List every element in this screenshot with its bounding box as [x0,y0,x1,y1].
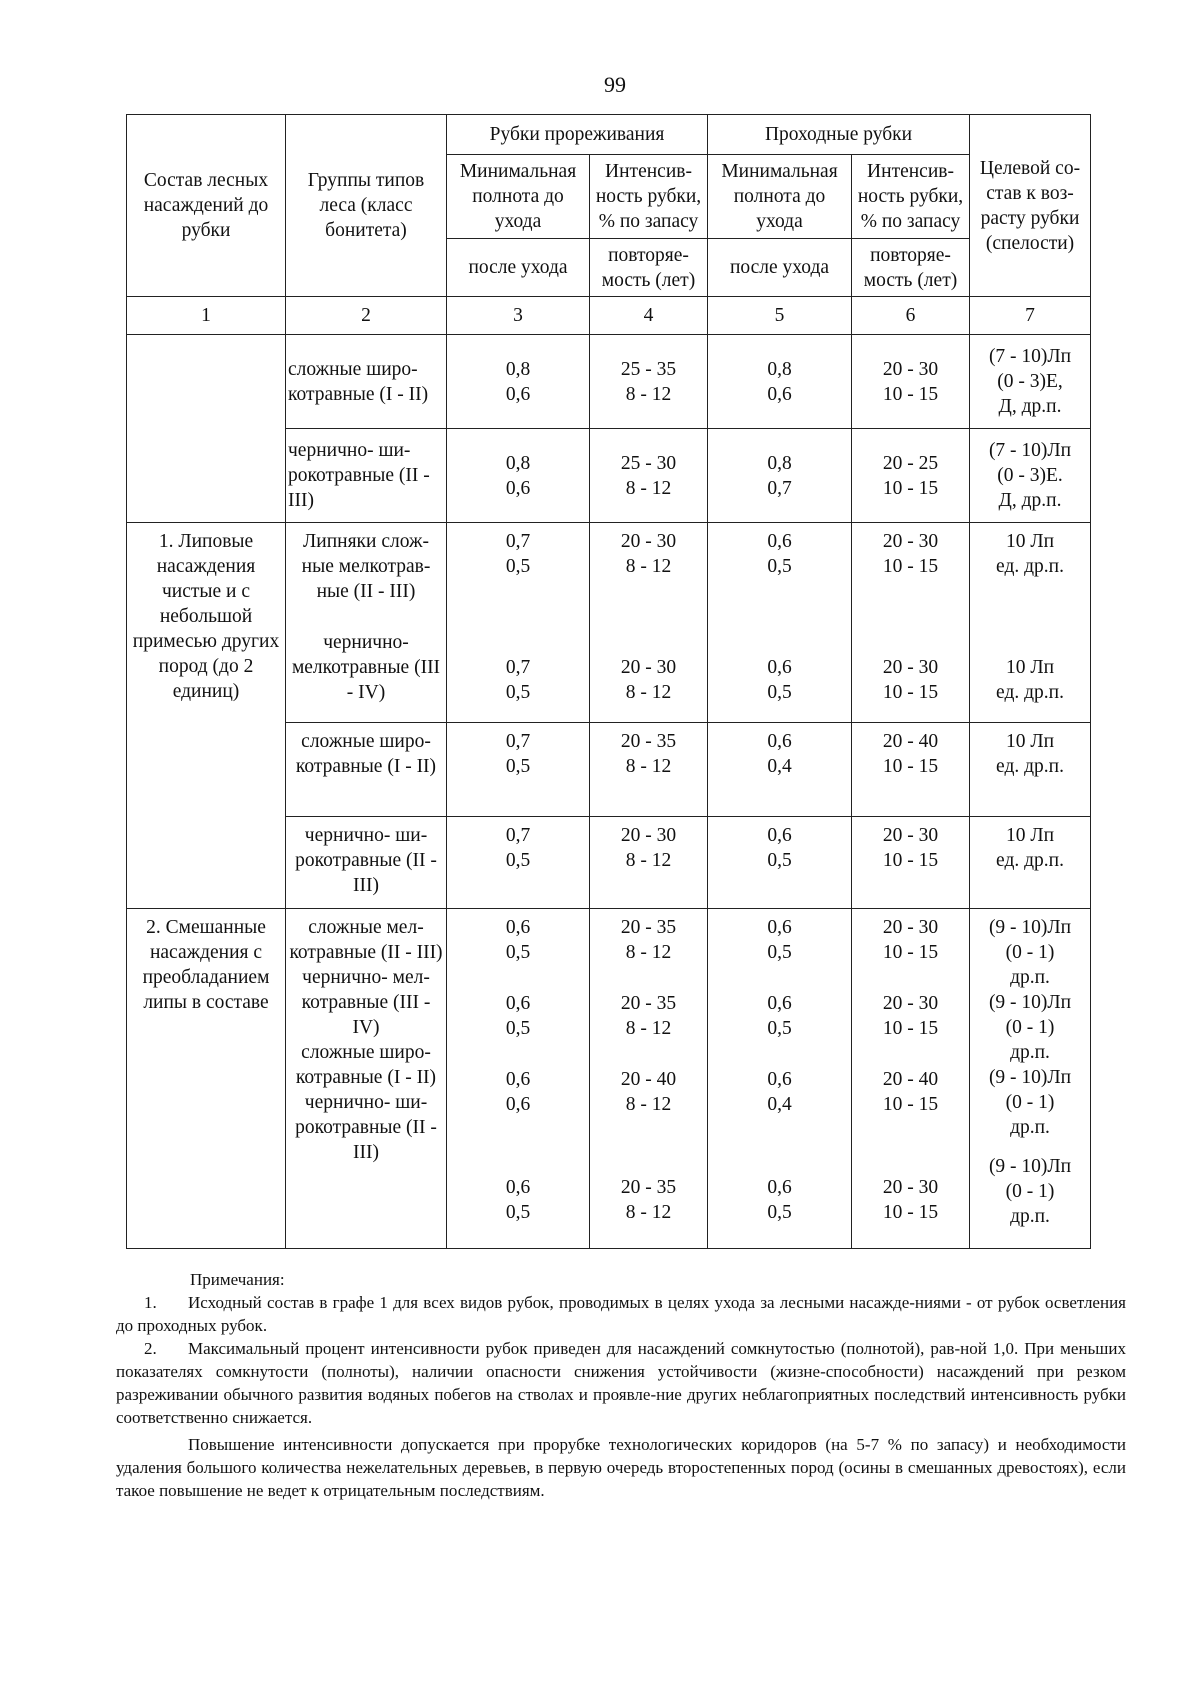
column-number: 2 [286,297,447,335]
column-number: 4 [590,297,708,335]
header-min-density-thinning: Минимальная полнота до ухода [447,155,590,239]
header-target-composition: Целевой со-став к воз-расту рубки (спелости) [970,115,1091,297]
column-number: 3 [447,297,590,335]
value-cell: 0,7 0,5 [447,723,590,817]
value-cell: 20 - 30 10 - 15 [852,817,970,909]
header-after-care-passage: после ухода [708,239,852,297]
column-number: 6 [852,297,970,335]
table-row [127,335,1091,429]
value-cell: 20 - 35 8 - 12 20 - 35 8 - 12 20 - 40 8 - 12 20 - 35 8 - 12 [590,909,708,1249]
column-number-row [127,297,1091,335]
value-cell: 20 - 30 10 - 15 20 - 30 10 - 15 20 - 40 10 - 15 20 - 30 10 - 15 [852,909,970,1249]
target-cell: 10 Лп ед. др.п. [970,723,1091,817]
column-number: 5 [708,297,852,335]
value-cell: 0,7 0,5 [447,817,590,909]
value-cell: 0,6 0,5 0,6 0,5 0,6 0,4 0,6 0,5 [708,909,852,1249]
forest-type-cell: Липняки слож-ные мелкотрав-ные (II - III) чернично-мелкотравные (III - IV) [286,523,447,723]
header-passage-cutting: Проходные рубки [708,115,970,155]
value-cell: 20 - 30 10 - 15 20 - 30 10 - 15 [852,523,970,723]
forest-type-cell: сложные широ-котравные (I - II) [286,335,447,429]
page-number: 99 [604,72,626,97]
table-row [127,909,1091,1249]
value-cell: 20 - 40 10 - 15 [852,723,970,817]
value-cell: 0,6 0,4 [708,723,852,817]
target-cell: 10 Лп ед. др.п. 10 Лп ед. др.п. [970,523,1091,723]
note-item: 1. Исходный состав в графе 1 для всех видов рубок, проводимых в целях ухода за лесными насажде-ниями - от рубок осветления до проходных рубок. [116,1293,1126,1335]
header-intensity-passage: Интенсив-ность рубки, % по запасу [852,155,970,239]
forest-type-cell: чернично- ши-рокотравные (II - III) [286,817,447,909]
composition-cell-empty [127,335,286,523]
value-cell: 20 - 35 8 - 12 [590,723,708,817]
target-cell: 10 Лп ед. др.п. [970,817,1091,909]
value-cell: 0,6 0,5 [708,817,852,909]
value-cell: 0,6 0,5 0,6 0,5 [708,523,852,723]
header-min-density-passage: Минимальная полнота до ухода [708,155,852,239]
header-repeatability-passage: повторяе-мость (лет) [852,239,970,297]
forest-type-cell: чернично- ши-рокотравные (II - III) [286,429,447,523]
target-cell: (7 - 10)Лп (0 - 3)Е. Д, др.п. [970,429,1091,523]
target-cell: (9 - 10)Лп (0 - 1) др.п. (9 - 10)Лп (0 - 1) др.п. (9 - 10)Лп (0 - 1) др.п. (9 - 10)Лп (0 - 1) др.п. [970,909,1091,1249]
value-cell: 20 - 25 10 - 15 [852,429,970,523]
header-repeatability-thinning: повторяе-мость (лет) [590,239,708,297]
value-cell: 0,6 0,5 0,6 0,5 0,6 0,6 0,6 0,5 [447,909,590,1249]
value-cell: 0,8 0,6 [447,335,590,429]
value-cell: 25 - 30 8 - 12 [590,429,708,523]
header-intensity-thinning: Интенсив-ность рубки, % по запасу [590,155,708,239]
note-item: 2. Максимальный процент интенсивности рубок приведен для насаждений сомкнутостью (полнотой), рав-ной 1,0. При меньших показателях сомкнутости (полноты), наличии опасности снижения устойчивости (жизне-способности) насаждений при резком разреживании обычного развития водяных побегов на стволах и проявле-ние других неблагоприятных последствий интенсивность рубки соответственно снижается. [116,1339,1126,1427]
header-after-care-thinning: после ухода [447,239,590,297]
composition-cell-linden-pure: 1. Липовые насаждения чистые и с небольшой примесью других пород (до 2 единиц) [127,523,286,909]
value-cell: 0,8 0,6 [447,429,590,523]
notes-section [116,1268,1126,1502]
cutting-parameters-table [126,114,1091,1249]
header-thinning: Рубки прореживания [447,115,708,155]
header-forest-type-groups: Группы типов леса (класс бонитета) [286,115,447,297]
column-number: 1 [127,297,286,335]
column-number: 7 [970,297,1091,335]
value-cell: 20 - 30 8 - 12 20 - 30 8 - 12 [590,523,708,723]
forest-type-cell: сложные широ-котравные (I - II) [286,723,447,817]
table-row [127,523,1091,723]
value-cell: 20 - 30 8 - 12 [590,817,708,909]
value-cell: 20 - 30 10 - 15 [852,335,970,429]
value-cell: 0,8 0,7 [708,429,852,523]
value-cell: 0,8 0,6 [708,335,852,429]
value-cell: 25 - 35 8 - 12 [590,335,708,429]
forest-type-cell: сложные мел-котравные (II - III) чернично- мел-котравные (III - IV) сложные широ-котравные (I - II) чернично- ши-рокотравные (II - III) [286,909,447,1249]
notes-title: Примечания: [190,1270,285,1289]
composition-cell-mixed-linden: 2. Смешанные насаждения с преобладанием липы в составе [127,909,286,1249]
value-cell: 0,7 0,5 0,7 0,5 [447,523,590,723]
target-cell: (7 - 10)Лп (0 - 3)Е, Д, др.п. [970,335,1091,429]
note-paragraph: Повышение интенсивности допускается при прорубке технологических коридоров (на 5-7 % по запасу) и необходимости удаления большого количества нежелательных деревьев, в первую очередь второстепенных пород (осины в смешанных древостоях), если такое повышение не ведет к отрицательным последствиям. [116,1435,1126,1500]
header-forest-composition: Состав лесных насаждений до рубки [127,115,286,297]
